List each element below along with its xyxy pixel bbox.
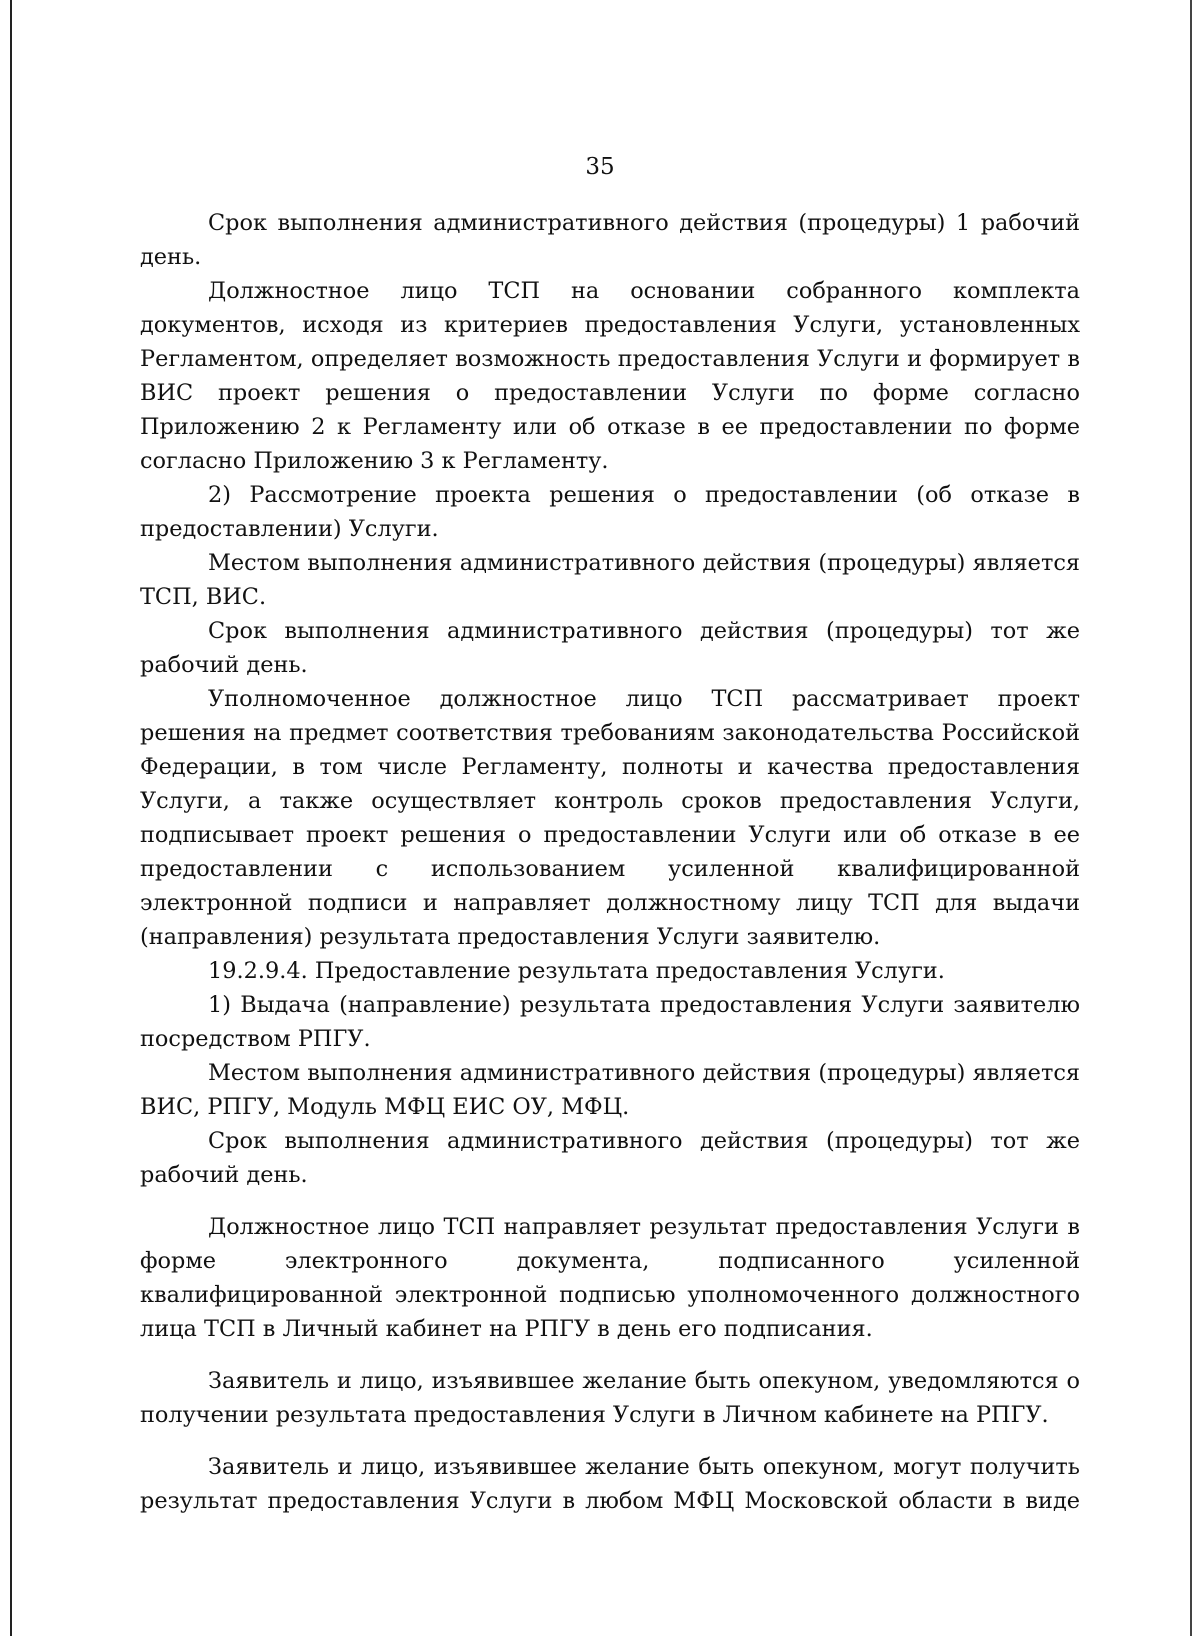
- paragraph-authorized-official: Уполномоченное должностное лицо ТСП рассматривает проект решения на предмет соответствия требованиям законодательства Российской Федерации, в том числе Регламенту, полноты и качества предоставления Услуги, а также осуществляет контроль сроков предоставления Услуги, подписывает проект решения о предоставлении Услуги или об отказе в ее предоставлении с использованием усиленной квалифицированной электронной подписи и направляет должностному лицу ТСП для выдачи (направления) результата предоставления Услуги заявителю.: [140, 686, 1080, 950]
- paragraph-place-delivery: Местом выполнения административного действия (процедуры) является ВИС, РПГУ, Модуль МФЦ ЕИС ОУ, МФЦ.: [140, 1060, 1080, 1120]
- paragraph-mfc-receipt: Заявитель и лицо, изъявившее желание быть опекуном, могут получить результат предоставления Услуги в любом МФЦ Московской области в виде: [140, 1454, 1080, 1514]
- paragraph-term-delivery: Срок выполнения административного действия (процедуры) тот же рабочий день.: [140, 1128, 1080, 1188]
- page-edge-right: [1190, 0, 1192, 1636]
- document-body: [140, 206, 1080, 1518]
- paragraph-term-1: Срок выполнения административного действия (процедуры) 1 рабочий день.: [140, 210, 1080, 270]
- page-edge-left: [10, 0, 12, 1636]
- page-number: 35: [585, 154, 615, 180]
- paragraph-section-19-2-9-4: 19.2.9.4. Предоставление результата предоставления Услуги.: [208, 958, 945, 984]
- paragraph-place-review: Местом выполнения административного действия (процедуры) является ТСП, ВИС.: [140, 550, 1080, 610]
- paragraph-official-determines: Должностное лицо ТСП на основании собранного комплекта документов, исходя из критериев предоставления Услуги, установленных Регламентом, определяет возможность предоставления Услуги и формирует в ВИС проект решения о предоставлении Услуги по форме согласно Приложению 2 к Регламенту или об отказе в ее предоставлении по форме согласно Приложению 3 к Регламенту.: [140, 278, 1080, 474]
- paragraph-step-1-delivery: 1) Выдача (направление) результата предоставления Услуги заявителю посредством РПГУ.: [140, 992, 1080, 1052]
- paragraph-official-sends: Должностное лицо ТСП направляет результат предоставления Услуги в форме электронного документа, подписанного усиленной квалифицированной электронной подписью уполномоченного должностного лица ТСП в Личный кабинет на РПГУ в день его подписания.: [140, 1214, 1080, 1342]
- paragraph-step-2-review: 2) Рассмотрение проекта решения о предоставлении (об отказе в предоставлении) Услуги.: [140, 482, 1080, 542]
- paragraph-notification: Заявитель и лицо, изъявившее желание быть опекуном, уведомляются о получении результата предоставления Услуги в Личном кабинете на РПГУ.: [140, 1368, 1080, 1428]
- paragraph-term-review: Срок выполнения административного действия (процедуры) тот же рабочий день.: [140, 618, 1080, 678]
